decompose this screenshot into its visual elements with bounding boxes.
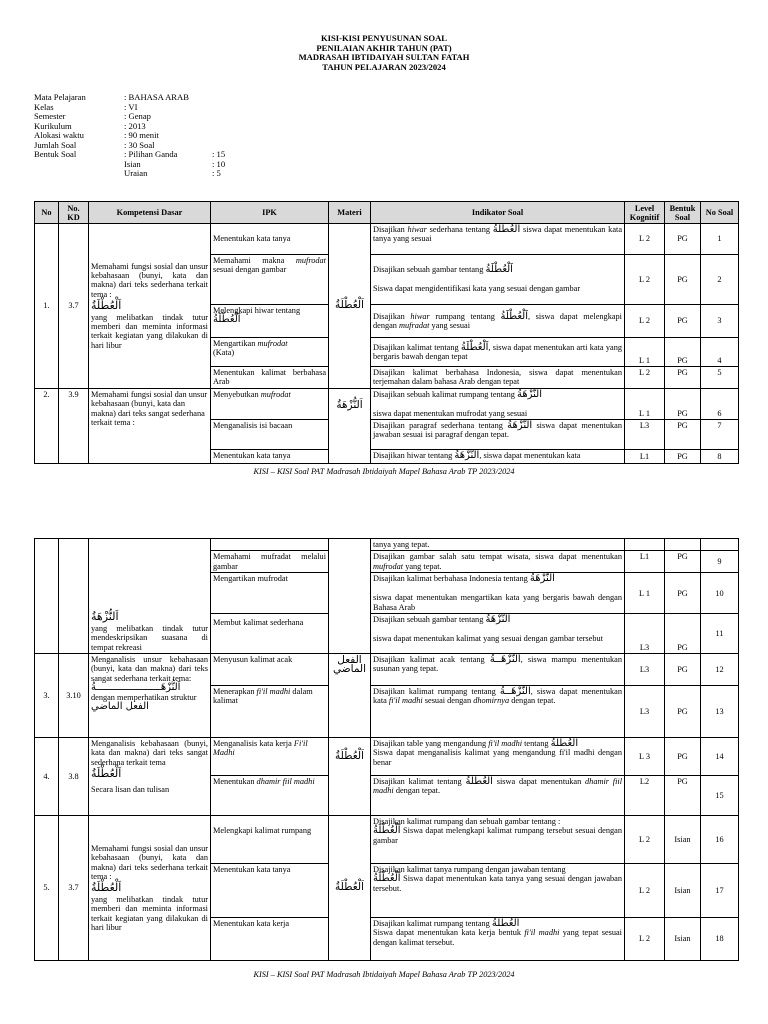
bentuk-cell: PG	[665, 450, 701, 464]
ipk-text: Memahami makna	[213, 256, 296, 265]
bentuk-cell: PG	[665, 614, 701, 654]
bentuk-cell: PG	[665, 551, 701, 573]
no-soal-cell: 15	[701, 776, 739, 816]
indikator-arabic: اَلنُّزْهَةُ	[454, 450, 480, 462]
info-value: : VI	[124, 101, 138, 112]
ipk-term: mufrodat	[257, 339, 288, 348]
indikator-arabic: اَلْعُطْلَةُ	[460, 341, 489, 353]
indikator-arabic: اَلْعُطْلَةُ	[373, 825, 401, 837]
indikator-cell	[371, 776, 625, 816]
bentuk-cell: PG	[665, 388, 701, 419]
row-number: 2.	[35, 388, 59, 463]
indikator-text: Siswa dapat melengkapi kalimat rumpang tersebut sesuai dengan gambar	[373, 826, 622, 845]
no-soal-cell: 2	[701, 255, 739, 305]
ipk-cell	[211, 338, 329, 367]
no-soal-cell: 1	[701, 224, 739, 255]
indikator-term: dhamir fiil madhi	[373, 777, 622, 796]
no-soal-cell: 4	[701, 338, 739, 367]
ipk-cell: Menentukan kata tanya	[211, 450, 329, 464]
info-value: : BAHASA ARAB	[124, 92, 189, 102]
indikator-text: Disajikan paragraf sederhana tentang	[373, 421, 508, 431]
ipk-cell	[211, 686, 329, 738]
materi-arabic: اَلنُّزْهَةُ	[329, 388, 371, 463]
no-soal-cell	[701, 539, 739, 551]
bentuk-cell: PG	[665, 367, 701, 389]
kd-text: Secara lisan dan tulisan	[91, 784, 170, 794]
bentuk-cell: PG	[665, 573, 701, 614]
ipk-cell	[211, 388, 329, 419]
col-header-level: Level Kognitif	[625, 202, 665, 224]
kompetensi-dasar	[89, 539, 211, 654]
ipk-cell	[211, 255, 329, 305]
kd-text: yang melibatkan tindak tutur memberi dan meminta informasi terkait kegiatan yang dilakukan di hari libur	[91, 312, 208, 350]
indikator-text: Disajikan kalimat tentang	[373, 777, 466, 787]
no-soal-cell: 12	[701, 654, 739, 686]
kisi-table-page-2	[34, 538, 739, 961]
indikator-arabic: اَلنُّزْهَةُ	[517, 388, 543, 400]
table-row	[35, 388, 739, 419]
indikator-text: siswa dapat menentukan mengartikan kata yang bergaris bawah dengan Bahasa Arab	[373, 593, 622, 612]
indikator-text: siswa dapat menentukan kata tanya yang sesuai	[373, 225, 622, 244]
indikator-arabic: اَلنُّزْهَةُ	[529, 573, 555, 585]
indikator-term: hiwar	[407, 225, 427, 234]
level-cell: L 2	[625, 864, 665, 918]
bentuk-cell: PG	[665, 338, 701, 367]
page-footer: KISI – KISI Soal PAT Madrasah Ibtidaiyah Mapel Bahasa Arab TP 2023/2024	[253, 970, 515, 979]
indikator-text: Disajikan kalimat rumpang dan sebuah gambar tentang :	[373, 817, 561, 827]
bentuk-cell: PG	[665, 776, 701, 816]
level-cell: L 2	[625, 305, 665, 338]
indikator-text: Siswa dapat menentukan kata kerja bentuk	[373, 928, 525, 938]
title-line-1: KISI-KISI PENYUSUNAN SOAL	[320, 33, 448, 43]
indikator-cell	[371, 224, 625, 255]
ipk-text: Mengartikan	[213, 339, 258, 348]
row-number: 5.	[35, 816, 59, 961]
info-label: Mata Pelajaran	[34, 92, 86, 102]
ipk-cell: Menentukan kalimat berbahasa Arab	[211, 367, 329, 389]
bentuk-cell: PG	[665, 654, 701, 686]
info-label: Kelas	[34, 101, 54, 112]
materi-arabic: اَلْعُطْلَةُ	[329, 738, 371, 816]
info-label: Jumlah Soal	[34, 139, 77, 150]
row-number: 4.	[35, 738, 59, 816]
indikator-arabic: اَلنُّزْهَــةُ	[489, 654, 521, 666]
indikator-arabic: اَلْعُطْلَةُ	[500, 310, 529, 322]
indikator-text: , siswa mampu menentukan susunan yang tepat.	[373, 655, 622, 674]
col-header-bentuk: Bentuk Soal	[665, 202, 701, 224]
indikator-text: yang tepat.	[403, 561, 442, 571]
document-title	[0, 34, 768, 72]
materi-arabic: اَلْعُطْلَةُ	[329, 224, 371, 389]
ipk-text: sesuai dengan gambar	[213, 265, 287, 275]
ipk-term: Fi'il Madhi	[213, 739, 308, 758]
info-count: : 15	[212, 149, 226, 159]
page-footer: KISI – KISI Soal PAT Madrasah Ibtidaiyah Mapel Bahasa Arab TP 2023/2024	[253, 467, 515, 476]
indikator-text: , siswa dapat menentukan kata	[373, 687, 622, 706]
kd-number	[59, 539, 89, 654]
title-line-4: TAHUN PELAJARAN 2023/2024	[322, 61, 446, 72]
kd-text: yang melibatkan tindak tutur memberi dan meminta informasi terkait kegiatan yang dilakukan di hari libur	[91, 894, 208, 932]
no-soal-cell: 18	[701, 918, 739, 961]
table-row	[35, 654, 739, 686]
indikator-text: Disajikan hiwar tentang	[373, 451, 455, 461]
indikator-term: hiwar	[410, 311, 430, 321]
indikator-text: yang sesuai	[429, 321, 471, 330]
kd-text: Memahami fungsi sosial dan unsur kebahasaan (bunyi, kata dan makna) dari teks sederhana terkait tema :	[91, 261, 208, 299]
level-cell: L 1	[625, 388, 665, 419]
level-cell: L1	[625, 551, 665, 573]
no-soal-cell: 6	[701, 388, 739, 419]
info-label: Semester	[34, 111, 66, 121]
col-header-materi: Materi	[329, 202, 371, 224]
indikator-text: Disajikan sebuah kalimat rumpang tentang	[373, 389, 518, 399]
ipk-cell: Mengartikan mufrodat	[211, 573, 329, 614]
indikator-arabic: اَلْعُطْلَةُ	[492, 224, 521, 235]
indikator-arabic: اَلْعُطْلَةُ	[465, 776, 493, 788]
title-line-3: MADRASAH IBTIDAIYAH SULTAN FATAH	[298, 52, 470, 63]
table-row	[35, 816, 739, 864]
indikator-text: Disajikan gambar salah satu tempat wisata, siswa dapat menentukan	[373, 552, 622, 562]
indikator-text: Disajikan sebuah gambar tentang	[373, 615, 486, 625]
indikator-arabic: اَلْعُطْلَةُ	[550, 738, 579, 750]
indikator-cell	[371, 614, 625, 654]
row-number: 3.	[35, 654, 59, 738]
level-cell: L 3	[625, 738, 665, 776]
indikator-text: Disajikan	[373, 311, 411, 321]
indikator-arabic: اَلنُّزْهَــةُ	[499, 686, 531, 698]
indikator-cell	[371, 738, 625, 776]
indikator-text: Disajikan kalimat tanya rumpang dengan jawaban tentang	[373, 865, 566, 875]
ipk-cell	[211, 738, 329, 776]
no-soal-cell: 10	[701, 573, 739, 614]
indikator-text: , siswa dapat melengkapi dengan	[373, 311, 622, 330]
level-cell: L 2	[625, 918, 665, 961]
indikator-text: yang tepat sesuai dengan kalimat tersebut.	[373, 928, 622, 947]
info-count: : 10	[212, 158, 226, 169]
indikator-text: Disajikan kalimat acak tentang	[373, 655, 490, 665]
bentuk-cell: Isian	[665, 816, 701, 864]
indikator-text: Siswa dapat menentukan kata tanya yang sesuai dengan jawaban tersebut.	[373, 874, 622, 893]
indikator-term: fi'il madhi	[524, 928, 560, 938]
bentuk-cell: PG	[665, 255, 701, 305]
no-soal-cell: 9	[701, 551, 739, 573]
indikator-text: sederhana tentang	[426, 225, 493, 234]
bentuk-cell: PG	[665, 420, 701, 450]
kisi-table-page-1	[34, 201, 739, 464]
indikator-text: siswa dapat menentukan	[492, 777, 586, 787]
indikator-cell	[371, 305, 625, 338]
no-soal-cell: 13	[701, 686, 739, 738]
indikator-text: dengan tepat.	[393, 786, 441, 796]
table-header-row	[35, 202, 739, 224]
table-row	[35, 738, 739, 776]
level-cell: L 1	[625, 338, 665, 367]
kd-arabic: اَلنُّزْهَةُ	[91, 610, 119, 624]
col-header-no-soal: No Soal	[701, 202, 739, 224]
indikator-cell	[371, 255, 625, 305]
kd-arabic: الفعل الماضي	[91, 701, 149, 713]
indikator-text: , siswa dapat menentukan kata	[479, 451, 581, 461]
indikator-text: Disajikan kalimat rumpang tentang	[373, 687, 500, 697]
no-soal-cell: 16	[701, 816, 739, 864]
bentuk-cell: Isian	[665, 864, 701, 918]
ipk-term: mufrodat	[295, 256, 326, 265]
indikator-term: dhomirnya	[473, 696, 510, 706]
ipk-text: Menyebutkan	[213, 389, 261, 399]
ipk-term: mufrodat	[260, 389, 291, 399]
kd-arabic: اَلْعُطْلَةُ	[91, 299, 122, 313]
indikator-arabic: اَلنُّزْهَةُ	[507, 420, 533, 432]
no-soal-cell: 11	[701, 614, 739, 654]
indikator-cell	[371, 388, 625, 419]
ipk-term: fi'il madhi	[256, 687, 291, 697]
level-cell: L 2	[625, 224, 665, 255]
ipk-cell	[211, 305, 329, 338]
level-cell	[625, 539, 665, 551]
no-soal-cell: 8	[701, 450, 739, 464]
indikator-term: fi'il madhi	[388, 696, 423, 706]
no-soal-cell: 14	[701, 738, 739, 776]
level-cell: L3	[625, 686, 665, 738]
indikator-cell	[371, 420, 625, 450]
indikator-cell	[371, 450, 625, 464]
kd-text: Menganalisis kebahasaan (bunyi, kata dan makna) dari teks sangat sederhana terkait tema	[91, 739, 208, 767]
indikator-cell: tanya yang tepat.	[371, 539, 625, 551]
info-value: : 2013	[124, 120, 146, 131]
info-label: Alokasi waktu	[34, 130, 84, 140]
indikator-arabic: اَلْعُطْلَةُ	[485, 264, 513, 276]
kompetensi-dasar	[89, 816, 211, 961]
indikator-text: rumpang tentang	[429, 311, 501, 321]
indikator-text: Siswa dapat mengidentifikasi kata yang sesuai dengan gambar	[373, 284, 581, 294]
ipk-text: Menganalisis kata kerja	[213, 739, 294, 749]
title-line-2: PENILAIAN AKHIR TAHUN (PAT)	[316, 42, 452, 53]
indikator-text: tentang	[522, 739, 551, 749]
kd-text: yang melibatkan tindak tutur mendeskripsikan suasana di tempat rekreasi	[91, 623, 208, 652]
info-count: : 5	[212, 168, 221, 178]
ipk-cell	[211, 539, 329, 551]
indikator-text: Disajikan table yang mengandung	[373, 739, 489, 749]
ipk-cell: Menganalisis isi bacaan	[211, 420, 329, 450]
kd-number: 3.7	[59, 224, 89, 389]
ipk-cell: Menentukan kata tanya	[211, 224, 329, 255]
indikator-cell	[371, 686, 625, 738]
level-cell: L1	[625, 450, 665, 464]
indikator-cell	[371, 654, 625, 686]
bentuk-cell	[665, 539, 701, 551]
info-label: Bentuk Soal	[34, 149, 77, 159]
level-cell: L 2	[625, 816, 665, 864]
level-cell: L2	[625, 776, 665, 816]
indikator-text: dengan tepat.	[509, 696, 556, 706]
kd-text: Memahami fungsi sosial dan unsur kebahasaan (bunyi, kata dan makna) dari teks sederhana terkait tema :	[91, 843, 208, 881]
kd-number: 3.9	[59, 388, 89, 463]
ipk-text: dalam kalimat	[213, 687, 313, 706]
indikator-cell	[371, 816, 625, 864]
indikator-text: Disajikan	[373, 225, 408, 234]
kd-arabic: اَلْعُطْلَةُ	[91, 881, 122, 895]
level-cell: L3	[625, 654, 665, 686]
bentuk-cell: PG	[665, 224, 701, 255]
kd-number: 3.7	[59, 816, 89, 961]
info-value: : Pilihan Ganda	[124, 149, 178, 159]
info-value: : Genap	[124, 111, 151, 121]
indikator-text: Disajikan kalimat tentang	[373, 342, 461, 352]
ipk-cell: Membut kalimat sederhana	[211, 614, 329, 654]
indikator-term: mufrodat	[373, 561, 404, 571]
col-header-ipk: IPK	[211, 202, 329, 224]
kd-number: 3.8	[59, 738, 89, 816]
indikator-text: Disajikan sebuah gambar tentang	[373, 265, 486, 275]
ipk-cell	[211, 776, 329, 816]
ipk-text: Menentukan	[213, 777, 257, 787]
kd-arabic: اَلْعُطْلَةُ	[91, 767, 122, 781]
indikator-arabic: اَلْعُطْلَةُ	[373, 873, 401, 885]
bentuk-cell: PG	[665, 738, 701, 776]
bentuk-cell: PG	[665, 686, 701, 738]
indikator-term: mufradat	[399, 321, 430, 330]
indikator-text: , siswa dapat menentukan arti kata yang bergaris bawah dengan tepat	[373, 342, 623, 361]
ipk-text: (Kata)	[213, 348, 235, 358]
info-sub-label: Isian	[124, 158, 141, 169]
row-number	[35, 539, 59, 654]
no-soal-cell: 5	[701, 367, 739, 389]
ipk-text: Menerapkan	[213, 687, 257, 697]
info-sub-label: Uraian	[124, 168, 148, 178]
indikator-cell	[371, 551, 625, 573]
indikator-text: Disajikan kalimat berbahasa Indonesia tentang	[373, 574, 530, 584]
indikator-text: siswa dapat menentukan kalimat yang sesuai dengan gambar tersebut	[373, 633, 603, 643]
col-header-no-kd: No. KD	[59, 202, 89, 224]
level-cell: L 2	[625, 367, 665, 389]
col-header-indikator: Indikator Soal	[371, 202, 625, 224]
indikator-arabic: اَلنُّزْهَةُ	[485, 614, 511, 626]
indikator-text: Disajikan kalimat rumpang tentang	[373, 919, 492, 929]
ipk-cell: Menentukan kata tanya	[211, 864, 329, 918]
level-cell: L 2	[625, 255, 665, 305]
table-row	[35, 224, 739, 255]
ipk-text: Melengkapi hiwar tentang	[213, 306, 301, 315]
no-soal-cell: 17	[701, 864, 739, 918]
ipk-arabic: اَلْعُطْلَةُ	[213, 314, 241, 326]
ipk-cell: Menyusun kalimat acak	[211, 654, 329, 686]
info-value: : 30 Soal	[124, 139, 155, 150]
col-header-kd: Kompetensi Dasar	[89, 202, 211, 224]
kd-text: Memahami fungsi sosial dan unsur kebahasaan (bunyi, kata dan makna) dari teks sangat sederhana terkait tema :	[89, 388, 211, 463]
level-cell: L3	[625, 420, 665, 450]
level-cell: L3	[625, 614, 665, 654]
materi-arabic: اَلْعُطْلَةُ	[329, 816, 371, 961]
kompetensi-dasar	[89, 224, 211, 389]
indikator-cell	[371, 864, 625, 918]
bentuk-cell: Isian	[665, 918, 701, 961]
indikator-text: sesuai dengan	[422, 696, 474, 706]
indikator-cell	[371, 338, 625, 367]
indikator-arabic: اَلْعُطْلَةُ	[491, 918, 520, 930]
kd-text: dengan memperhatikan struktur	[91, 692, 197, 702]
indikator-cell	[371, 918, 625, 961]
col-header-no: No	[35, 202, 59, 224]
indikator-cell: Disajikan kalimat berbahasa Indonesia, siswa dapat menentukan terjemahan dalam bahasa Arab dengan tepat	[371, 367, 625, 389]
row-number: 1.	[35, 224, 59, 389]
bentuk-cell: PG	[665, 305, 701, 338]
kd-arabic: اَلنُّزْهَــــــــــــــــــــــةُ	[91, 682, 181, 694]
indikator-text: Siswa dapat menganalisis kalimat yang mengandung fi'il madhi dengan benar	[373, 748, 622, 767]
materi-arabic: الفعل الماضي	[329, 654, 371, 738]
indikator-text: siswa dapat menentukan jawaban sesuai isi paragraf dengan tepat.	[373, 421, 622, 440]
ipk-cell: Memahami mufradat melalui gambar	[211, 551, 329, 573]
indikator-text: siswa dapat menentukan mufrodat yang sesuai	[373, 408, 528, 418]
ipk-term: dhamir fiil madhi	[256, 777, 315, 787]
info-value: : 90 menit	[124, 130, 159, 140]
level-cell: L 1	[625, 573, 665, 614]
indikator-cell	[371, 573, 625, 614]
info-label: Kurikulum	[34, 120, 72, 131]
materi-cell	[329, 539, 371, 654]
table-row	[35, 539, 739, 551]
kompetensi-dasar	[89, 738, 211, 816]
indikator-term: fi'il madhi	[488, 739, 523, 749]
ipk-cell: Menentukan kata kerja	[211, 918, 329, 961]
kompetensi-dasar	[89, 654, 211, 738]
ipk-cell: Melengkapi kalimat rumpang	[211, 816, 329, 864]
no-soal-cell: 7	[701, 420, 739, 450]
no-soal-cell: 3	[701, 305, 739, 338]
kd-number: 3.10	[59, 654, 89, 738]
kd-text: Menganalisis unsur kebahasaan (bunyi, kata dan makna) dari teks sangat sederhana terkait tema:	[91, 655, 208, 683]
